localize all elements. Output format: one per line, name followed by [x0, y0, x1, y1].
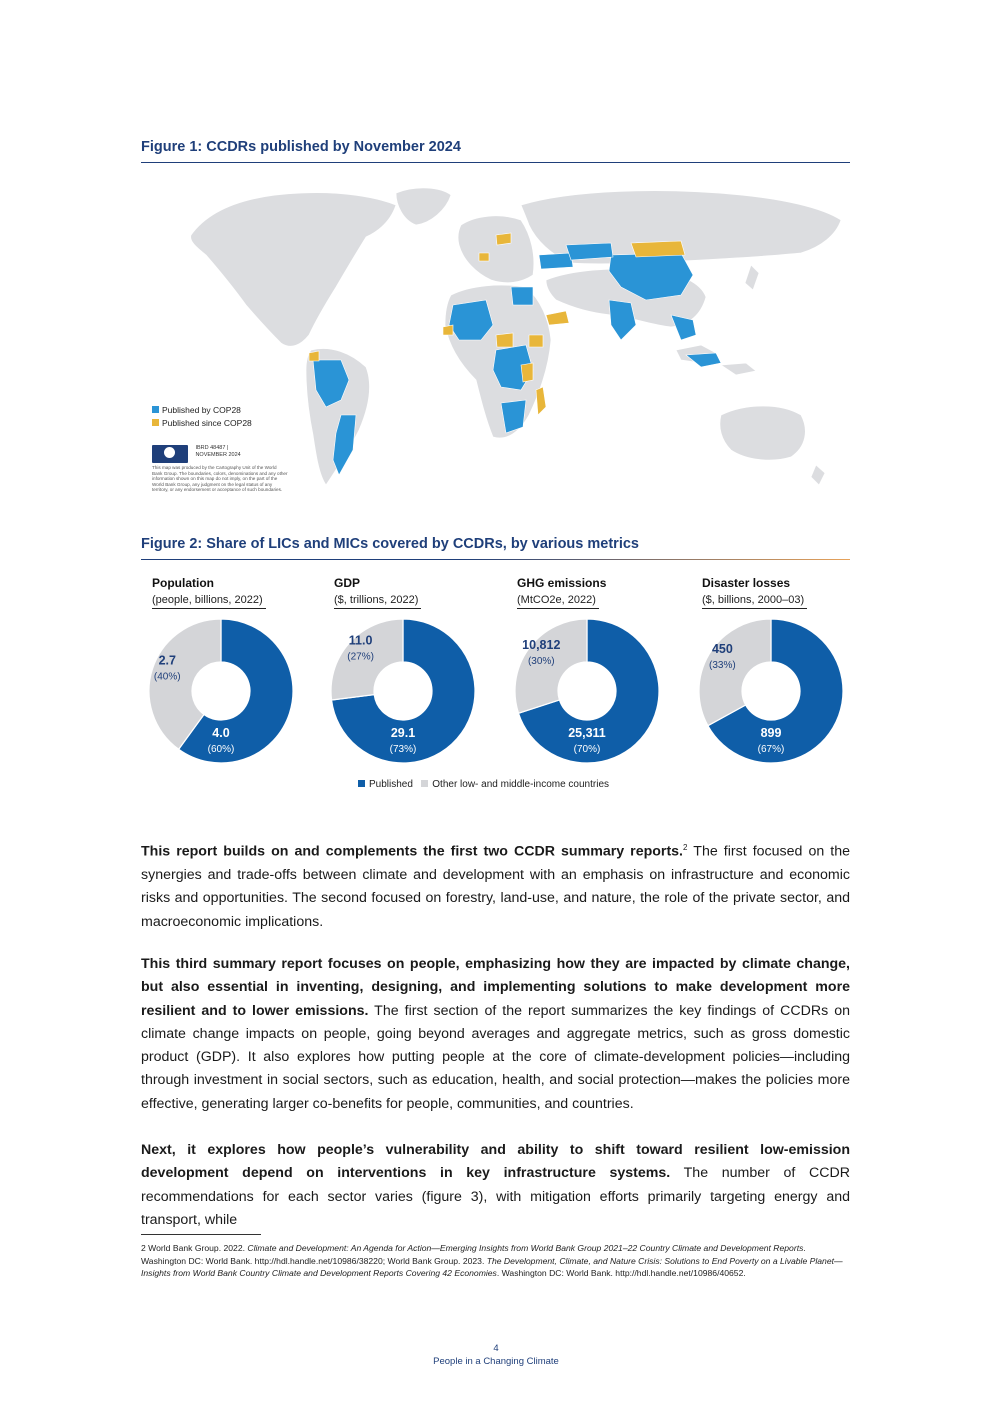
donut-charts	[0, 610, 992, 775]
legend-swatch-blue	[152, 406, 159, 413]
donut-pct-published: (67%)	[757, 744, 785, 755]
donut-subtitle: ($, trillions, 2022)	[334, 594, 421, 609]
legend-swatch-other	[421, 780, 428, 787]
donut-pct-other: (30%)	[527, 655, 555, 667]
donut-slice-other	[699, 619, 771, 726]
footnote-rule	[141, 1234, 261, 1235]
donut-value-published: 25,311	[568, 726, 606, 740]
donut-subtitle: (MtCO2e, 2022)	[517, 594, 599, 609]
legend-swatch-published	[358, 780, 365, 787]
donut-title: Disaster losses	[702, 576, 791, 590]
page-number: 4	[493, 1343, 499, 1354]
figure2-rule	[141, 559, 850, 560]
paragraph-1: This report builds on and complements the first two CCDR summary reports.$^2$ The first focused on the synergies and trade-offs between climate and development with an emphasis on infrastructure and economic risks and opportunities. The second focused on forestry, land-use, and nature, the role of the private sector, and macroeconomic implications.	[141, 843, 851, 930]
donut-value-published: 899	[760, 726, 782, 740]
donut-subtitle: (people, billions, 2022)	[152, 594, 266, 609]
donut-pct-published: (73%)	[389, 744, 417, 755]
figure2-title: Figure 2: Share of LICs and MICs covered by CCDRs, by various metrics	[141, 536, 639, 552]
donut-value-published: 4.0	[212, 726, 230, 740]
donut-title: GDP	[334, 576, 361, 590]
donut-value-other: 11.0	[348, 633, 373, 648]
page-footer-title: People in a Changing Climate	[433, 1356, 559, 1367]
donut-title: GHG emissions	[517, 576, 607, 590]
donut-subtitle: ($, billions, 2000–03)	[702, 594, 807, 609]
paragraph-2: This third summary report focuses on people, emphasizing how they are impacted by climate change, but also essential in inventing, designing, and implementing solutions to make development more resilient and to lower emissions. The first section of the report summarizes the key findings of CCDRs on climate change impacts on people, going beyond averages and aggregate metrics, such as gross domestic product (GDP). It also explores how putting people at the core of climate-development policies—including through investment in social sectors, such as education, health, and social protection—makes the policies more effective, generating larger co-benefits for people, communities, and countries.	[141, 956, 850, 1112]
legend-swatch-gold	[152, 419, 159, 426]
donut-pct-other: (27%)	[347, 651, 374, 663]
footnote: 2 World Bank Group. 2022. Climate and Development: An Agenda for Action—Emerging Insights from World Bank Group 2021–22 Country Climate and Development Reports. Washington DC: World Bank. http://hdl.handle.net/10986/38220; World Bank Group. 2023. The Development, Climate, and Nature Crisis: Solutions to End Poverty on a Livable Planet—Insights from World Bank Country Climate and Development Reports Covering 42 Economies. Washington DC: World Bank. http://hdl.handle.net/10986/40652.	[141, 1243, 843, 1278]
map-legend-since: Published since COP28	[152, 418, 252, 428]
donut-pct-other: (40%)	[153, 671, 181, 683]
map-id-text: IBRD 48487 | NOVEMBER 2024	[195, 445, 241, 458]
donut-value-other: 450	[711, 642, 733, 657]
donut-pct-other: (33%)	[709, 660, 736, 672]
map-legend-published: Published by COP28	[152, 405, 241, 415]
world-bank-logo-icon	[152, 445, 188, 463]
donut-pct-published: (70%)	[573, 744, 601, 755]
donut-gdp	[323, 576, 483, 609]
figure1-title: Figure 1: CCDRs published by November 2024	[141, 139, 461, 155]
donut-value-other: 2.7	[158, 653, 176, 668]
paragraph-3: Next, it explores how people’s vulnerability and ability to shift toward resilient low-emission development depend on interventions in key infrastructure systems. The number of CCDR recommendations for each sector varies (figure 3), with mitigation efforts primarily targeting energy and transport, while	[141, 1142, 850, 1228]
donut-disaster	[691, 576, 851, 609]
donut-value-other: 10,812	[522, 637, 561, 652]
map-credit	[152, 445, 292, 493]
map-disclaimer: This map was produced by the Cartography Unit of the World Bank Group. The boundaries, colors, denominations and any other information shown on this map do not imply, on the part of the World Bank Group, any judgment on the legal status of any territory, or any endorsement or acceptance of such boundaries.	[152, 465, 288, 493]
donut-value-published: 29.1	[390, 726, 416, 740]
donut-title: Population	[152, 576, 214, 590]
donut-population	[141, 576, 301, 609]
pie-legend: Published Other low- and middle-income countries	[358, 779, 609, 790]
donut-ghg	[506, 576, 666, 609]
donut-pct-published: (60%)	[207, 744, 235, 755]
figure1-rule	[141, 162, 850, 163]
